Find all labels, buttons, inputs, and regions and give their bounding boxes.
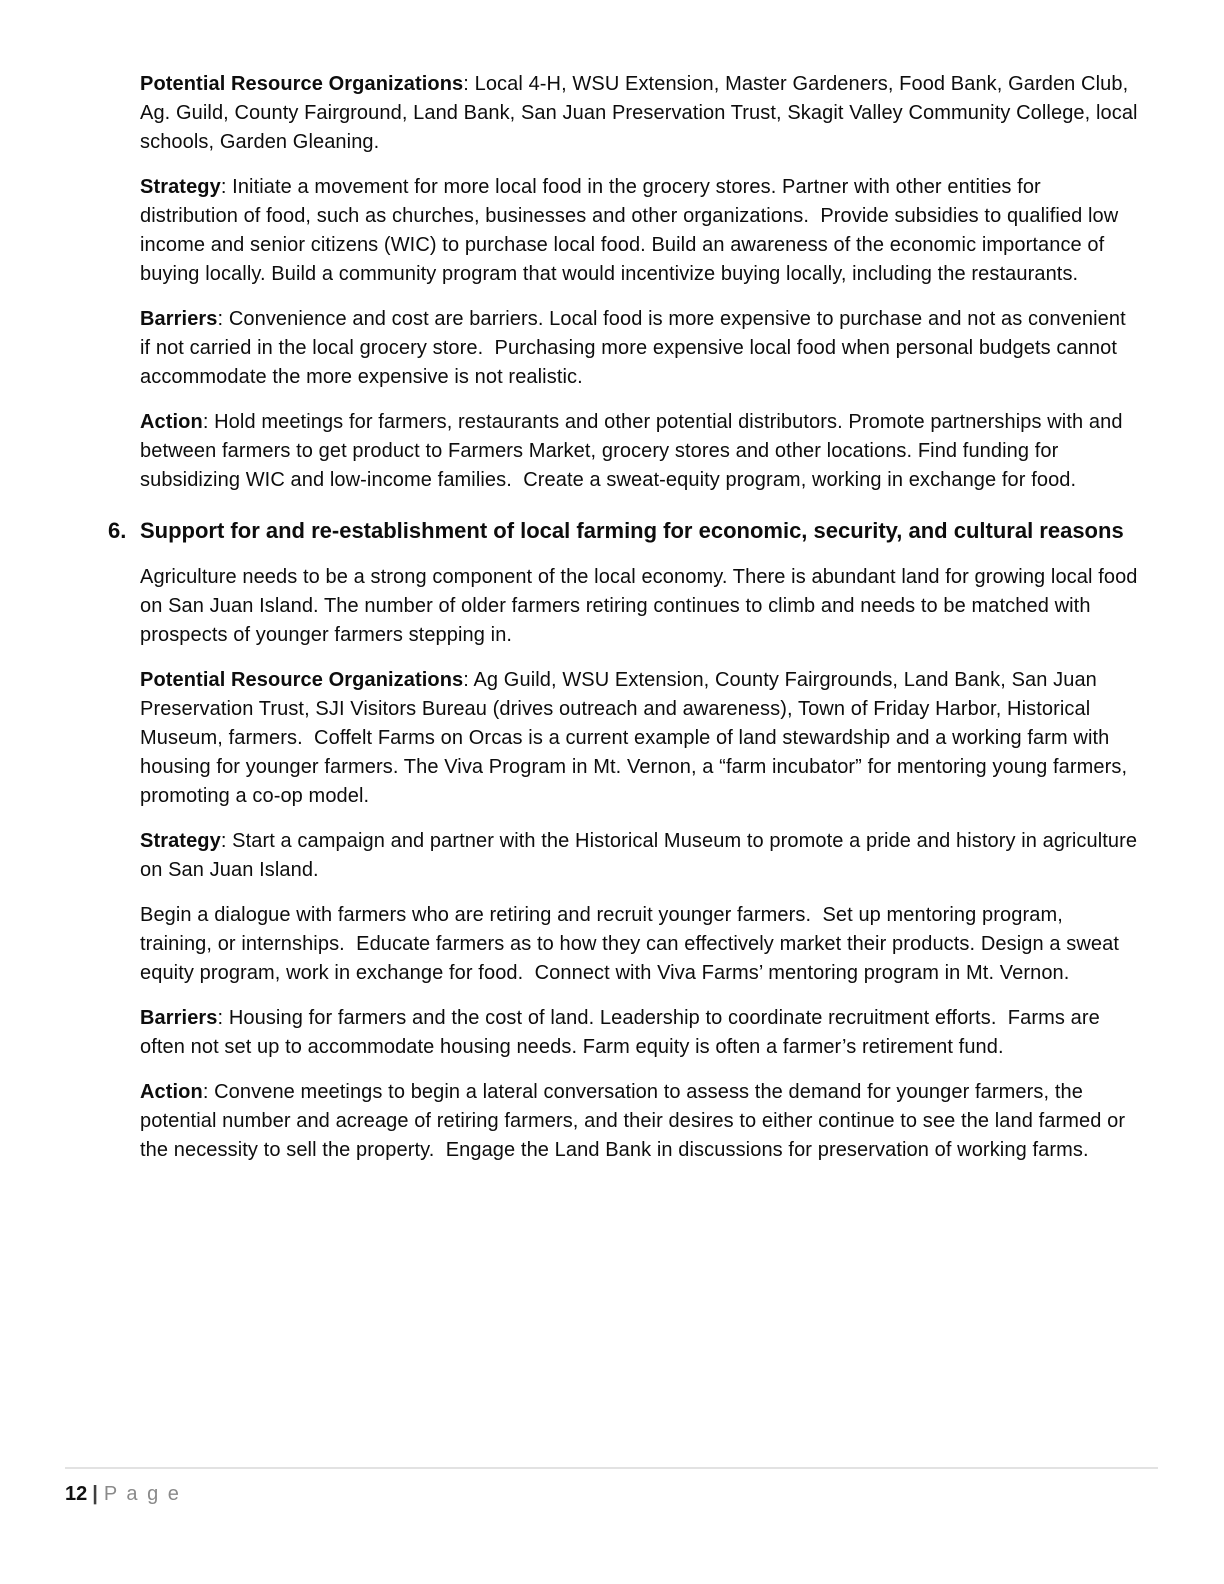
para-text: : Housing for farmers and the cost of land. Leadership to coordinate recruitment efforts. Farms are often not set up to accommodate housing needs. Farm equity is often a farmer’s retirement fund.: [140, 1007, 1106, 1058]
para-strategy-1: [140, 173, 1140, 289]
para-action-2: [140, 1078, 1140, 1165]
para-begin-dialogue: [140, 901, 1140, 988]
para-barriers-1: [140, 305, 1140, 392]
para-resource-orgs-2: [140, 666, 1140, 811]
para-agriculture-intro: [140, 563, 1144, 650]
para-text: Agriculture needs to be a strong component of the local economy. There is abundant land for growing local food on San Juan Island. The number of older farmers retiring continues to climb and needs to be matched with prospects of younger farmers stepping in.: [140, 566, 1144, 646]
para-text: : Start a campaign and partner with the Historical Museum to promote a pride and history in agriculture on San Juan Island.: [140, 830, 1143, 881]
para-text: Begin a dialogue with farmers who are retiring and recruit younger farmers. Set up mentoring program, training, or internships. Educate farmers as to how they can effectively market their products. Design a sweat equity program, work in exchange for food. Connect with Viva Farms’ mentoring program in Mt. Vernon.: [140, 904, 1125, 984]
para-strategy-2: [140, 827, 1143, 885]
para-text: : Convenience and cost are barriers. Local food is more expensive to purchase and not as convenient if not carried in the local grocery store. Purchasing more expensive local food when personal budgets cannot accommodate the more expensive is not realistic.: [140, 308, 1132, 388]
para-label: Potential Resource Organizations: [140, 73, 464, 95]
page-footer: [65, 1467, 1158, 1506]
para-label: Strategy: [140, 830, 221, 852]
section-title: Support for and re-establishment of local farming for economic, security, and cultural reasons: [140, 518, 1124, 543]
para-barriers-2: [140, 1004, 1140, 1062]
document-body: [108, 70, 1142, 1181]
para-label: Barriers: [140, 308, 218, 330]
footer-page-label: P a g e: [103, 1483, 181, 1505]
para-label: Action: [140, 411, 203, 433]
section-heading: [108, 516, 1142, 546]
para-text: : Convene meetings to begin a lateral conversation to assess the demand for younger farmers, the potential number and acreage of retiring farmers, and their desires to either continue to see the land farmed or the necessity to sell the property. Engage the Land Bank in discussions for preservation of working farms.: [140, 1081, 1131, 1161]
para-text: : Local 4-H, WSU Extension, Master Gardeners, Food Bank, Garden Club, Ag. Guild, County Fairground, Land Bank, San Juan Preservation Trust, Skagit Valley Community College, local schools, Garden Gleaning.: [140, 73, 1144, 153]
para-label: Strategy: [140, 176, 221, 198]
section-number: 6.: [108, 518, 127, 543]
para-text: : Ag Guild, WSU Extension, County Fairgrounds, Land Bank, San Juan Preservation Trust, SJI Visitors Bureau (drives outreach and awareness), Town of Friday Harbor, Historical Museum, farmers. Coffelt Farms on Orcas is a current example of land stewardship and a working farm with housing for younger farmers. The Viva Program in Mt. Vernon, a “farm incubator” for mentoring young farmers, promoting a co-op model.: [140, 669, 1133, 807]
footer-text: [65, 1482, 1158, 1506]
footer-divider: [65, 1467, 1158, 1469]
para-text: : Initiate a movement for more local food in the grocery stores. Partner with other entities for distribution of food, such as churches, businesses and other organizations. Provide subsidies to qualified low income and senior citizens (WIC) to purchase local food. Build an awareness of the economic importance of buying locally. Build a community program that would incentivize buying locally, including the restaurants.: [140, 176, 1124, 285]
para-label: Potential Resource Organizations: [140, 669, 464, 691]
para-text: : Hold meetings for farmers, restaurants and other potential distributors. Promote partnerships with and between farmers to get product to Farmers Market, grocery stores and other locations. Find funding for subsidizing WIC and low-income families. Create a sweat-equity program, working in exchange for food.: [140, 411, 1129, 491]
para-action-1: [140, 408, 1140, 495]
para-label: Action: [140, 1081, 203, 1103]
para-resource-orgs-1: [140, 70, 1144, 157]
para-label: Barriers: [140, 1007, 218, 1029]
footer-page-number: 12: [65, 1483, 88, 1505]
footer-separator: |: [92, 1483, 98, 1505]
